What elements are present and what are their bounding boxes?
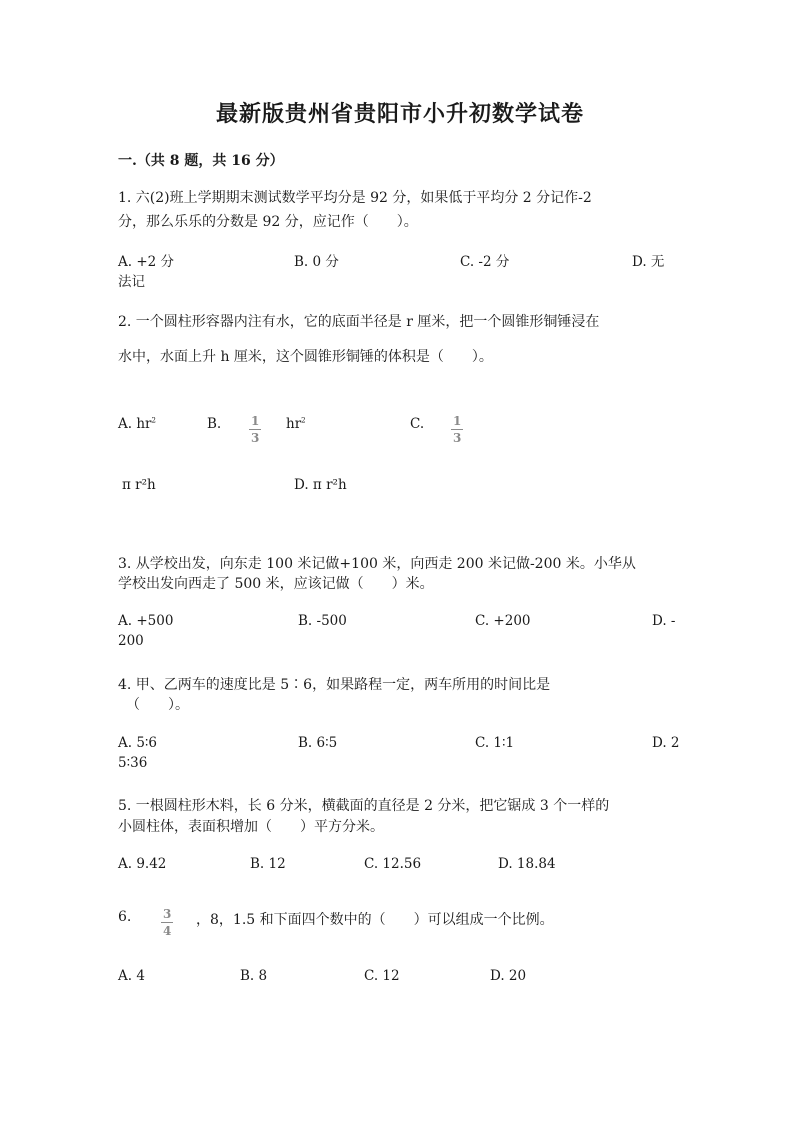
q2-option-b-sup: 2	[301, 416, 306, 425]
q3-option-d-cont: 200	[118, 633, 144, 649]
q5-option-c[interactable]: C. 12.56	[364, 856, 422, 872]
fraction-numerator: 1	[453, 414, 462, 428]
q4-option-b[interactable]: B. 6∶5	[298, 735, 338, 751]
q4-line2: （ ）。	[126, 697, 189, 713]
q2-option-c-fraction	[451, 410, 463, 444]
q1-option-b[interactable]: B. 0 分	[294, 254, 339, 270]
page-title: 最新版贵州省贵阳市小升初数学试卷	[215, 101, 584, 127]
q6-text: ，8，1.5 和下面四个数中的（ ）可以组成一个比例。	[196, 912, 554, 928]
q2-option-c-cont: π r²h	[122, 477, 156, 493]
q2-line1: 2. 一个圆柱形容器内注有水，它的底面半径是 r 厘米，把一个圆锥形铜锤浸在	[118, 314, 600, 330]
q3-option-a[interactable]: A. +500	[118, 613, 174, 629]
q1-line1: 1. 六(2)班上学期期末测试数学平均分是 92 分，如果低于平均分 2 分记作-2	[118, 190, 592, 206]
fraction-numerator: 1	[251, 414, 260, 428]
q2-option-d[interactable]: D. π r²h	[294, 477, 347, 493]
q2-option-b-text	[286, 416, 306, 432]
q4-option-c[interactable]: C. 1∶1	[475, 735, 515, 751]
q3-line2: 学校出发向西走了 500 米，应该记做（ ）米。	[118, 576, 434, 592]
fraction-numerator: 3	[163, 907, 172, 921]
q5-option-b[interactable]: B. 12	[250, 856, 286, 872]
fraction-denominator: 4	[163, 924, 172, 938]
q4-option-a[interactable]: A. 5∶6	[118, 735, 158, 751]
q4-option-d[interactable]: D. 2	[652, 735, 680, 751]
q1-option-d-cont: 法记	[118, 274, 145, 290]
q6-prefix: 6.	[118, 909, 132, 925]
q5-option-d[interactable]: D. 18.84	[498, 856, 556, 872]
q2-option-a[interactable]	[118, 416, 156, 432]
fraction-denominator: 3	[251, 431, 260, 445]
q1-option-d[interactable]: D. 无	[632, 254, 665, 270]
q3-option-b[interactable]: B. -500	[298, 613, 347, 629]
q1-line2: 分，那么乐乐的分数是 92 分，应记作（ ）。	[118, 214, 418, 230]
q2-option-c-label[interactable]: C.	[410, 416, 425, 432]
q3-option-d[interactable]: D. -	[652, 613, 676, 629]
q5-line1: 5. 一根圆柱形木料，长 6 分米，横截面的直径是 2 分米，把它锯成 3 个一样的	[118, 798, 610, 814]
q3-option-c[interactable]: C. +200	[475, 613, 531, 629]
fraction-denominator: 3	[453, 431, 462, 445]
q2-option-b-fraction	[249, 410, 261, 444]
q2-option-a-text: A. hr	[118, 416, 152, 432]
q4-line1: 4. 甲、乙两车的速度比是 5∶6，如果路程一定，两车所用的时间比是	[118, 677, 551, 693]
q1-option-c[interactable]: C. -2 分	[460, 254, 510, 270]
q2-option-b-term: hr	[286, 416, 302, 432]
q6-option-a[interactable]: A. 4	[118, 968, 145, 984]
section-heading: 一.（共 8 题，共 16 分）	[118, 153, 284, 169]
q6-option-c[interactable]: C. 12	[364, 968, 400, 984]
q6-option-b[interactable]: B. 8	[240, 968, 268, 984]
q5-line2: 小圆柱体，表面积增加（ ）平方分米。	[118, 819, 384, 835]
q6-fraction	[161, 903, 173, 937]
q1-option-a[interactable]: A. +2 分	[118, 254, 175, 270]
q4-option-d-cont: 5∶36	[118, 755, 148, 771]
q3-line1: 3. 从学校出发，向东走 100 米记做+100 米，向西走 200 米记做-200 米。小华从	[118, 556, 636, 572]
q5-option-a[interactable]: A. 9.42	[118, 856, 167, 872]
q2-line2: 水中，水面上升 h 厘米，这个圆锥形铜锤的体积是（ ）。	[118, 349, 493, 365]
q2-option-b-label[interactable]: B.	[207, 416, 222, 432]
q6-option-d[interactable]: D. 20	[490, 968, 527, 984]
q2-option-a-sup: 2	[151, 416, 156, 425]
